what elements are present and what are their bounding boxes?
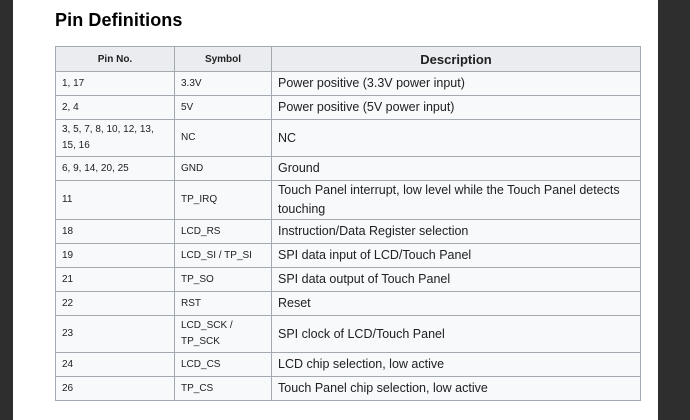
pin-cell: 18: [56, 220, 175, 244]
symbol-cell: RST: [175, 292, 272, 316]
symbol-cell: TP_IRQ: [175, 181, 272, 220]
table-row: [56, 244, 641, 268]
description-cell: Reset: [272, 292, 641, 316]
description-cell: Touch Panel chip selection, low active: [272, 377, 641, 401]
symbol-cell: 5V: [175, 96, 272, 120]
pin-cell: 21: [56, 268, 175, 292]
table-row: [56, 120, 641, 157]
header-description: Description: [272, 47, 641, 72]
description-cell: LCD chip selection, low active: [272, 353, 641, 377]
symbol-cell: TP_CS: [175, 377, 272, 401]
header-pin-no: Pin No.: [56, 47, 175, 72]
table-row: [56, 292, 641, 316]
description-cell: NC: [272, 120, 641, 157]
pin-cell: 3, 5, 7, 8, 10, 12, 13, 15, 16: [56, 120, 175, 157]
description-cell: Power positive (5V power input): [272, 96, 641, 120]
symbol-cell: LCD_RS: [175, 220, 272, 244]
section-heading: Pin Definitions: [55, 10, 183, 30]
pin-cell: 24: [56, 353, 175, 377]
table-row: [56, 157, 641, 181]
symbol-cell: TP_SO: [175, 268, 272, 292]
description-cell: Touch Panel interrupt, low level while the Touch Panel detects touching: [272, 181, 641, 220]
pin-cell: 6, 9, 14, 20, 25: [56, 157, 175, 181]
description-cell: SPI clock of LCD/Touch Panel: [272, 316, 641, 353]
table-row: [56, 220, 641, 244]
symbol-cell: 3.3V: [175, 72, 272, 96]
left-margin: [0, 0, 13, 420]
symbol-cell: LCD_SI / TP_SI: [175, 244, 272, 268]
pin-cell: 2, 4: [56, 96, 175, 120]
symbol-cell: NC: [175, 120, 272, 157]
table-row: [56, 268, 641, 292]
description-cell: Ground: [272, 157, 641, 181]
table-row: [56, 96, 641, 120]
pin-cell: 11: [56, 181, 175, 220]
table-row: [56, 316, 641, 353]
pin-definitions-table: [55, 46, 641, 401]
symbol-cell: GND: [175, 157, 272, 181]
pin-cell: 22: [56, 292, 175, 316]
symbol-cell: LCD_CS: [175, 353, 272, 377]
pin-cell: 23: [56, 316, 175, 353]
right-margin: [658, 0, 690, 420]
header-symbol: Symbol: [175, 47, 272, 72]
table-row: [56, 377, 641, 401]
description-cell: Power positive (3.3V power input): [272, 72, 641, 96]
description-cell: SPI data input of LCD/Touch Panel: [272, 244, 641, 268]
pin-cell: 26: [56, 377, 175, 401]
pin-cell: 1, 17: [56, 72, 175, 96]
table-row: [56, 181, 641, 220]
description-cell: Instruction/Data Register selection: [272, 220, 641, 244]
description-cell: SPI data output of Touch Panel: [272, 268, 641, 292]
table-header-row: [56, 47, 641, 72]
table-row: [56, 72, 641, 96]
pin-cell: 19: [56, 244, 175, 268]
table-row: [56, 353, 641, 377]
symbol-cell: LCD_SCK / TP_SCK: [175, 316, 272, 353]
